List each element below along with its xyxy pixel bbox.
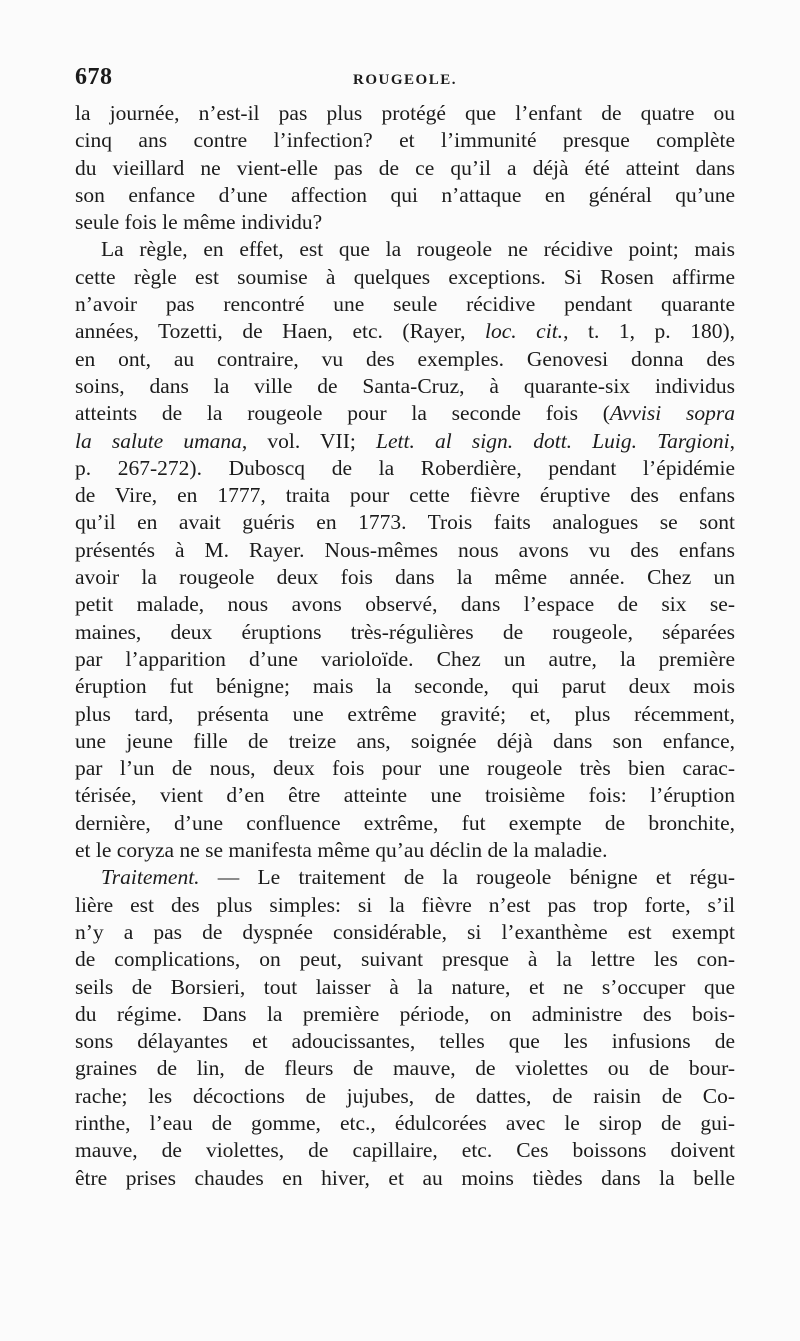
text-line: rinthe, l’eau de gomme, etc., édulcorées avec le sirop de gui- <box>75 1110 735 1135</box>
text-line: présentés à M. Rayer. Nous-mêmes nous avons vu des enfans <box>75 537 735 562</box>
text-segment: , vol. VII; <box>241 428 377 453</box>
text-line: cinq ans contre l’infection? et l’immunité presque complète <box>75 128 735 153</box>
text-line: être prises chaudes en hiver, et au moins tièdes dans la belle <box>75 1165 735 1190</box>
text-segment: , <box>729 428 735 453</box>
running-title: ROUGEOLE. <box>353 72 457 88</box>
text-line: mauve, de violettes, de capillaire, etc. Ces boissons doivent <box>75 1138 735 1163</box>
text-line: du vieillard ne vient-elle pas de ce qu’il a déjà été atteint dans <box>75 155 735 180</box>
text-line <box>75 864 735 891</box>
text-line: La règle, en effet, est que la rougeole ne récidive point; mais <box>101 237 735 262</box>
text-line: son enfance d’une affection qui n’attaque en général qu’une <box>75 182 735 207</box>
text-line <box>75 318 735 345</box>
text-line: cette règle est soumise à quelques exceptions. Si Rosen affirme <box>75 264 735 289</box>
body-text <box>75 100 735 1192</box>
text-segment: années, Tozetti, de Haen, etc. (Rayer, <box>75 319 485 344</box>
text-line: seils de Borsieri, tout laisser à la nature, et ne s’occuper que <box>75 974 735 999</box>
text-line <box>75 400 735 427</box>
text-line: de Vire, en 1777, traita pour cette fièvre éruptive des enfans <box>75 483 735 508</box>
text-line: éruption fut bénigne; mais la seconde, qui parut deux mois <box>75 674 735 699</box>
italic-text: loc. cit. <box>485 319 564 344</box>
text-line: la journée, n’est-il pas plus protégé que l’enfant de quatre ou <box>75 101 735 125</box>
page-number: 678 <box>75 64 113 90</box>
text-segment: atteints de la rougeole pour la seconde fois ( <box>75 401 610 426</box>
text-line: avoir la rougeole deux fois dans la même année. Chez un <box>75 565 735 590</box>
text-line: en ont, au contraire, vu des exemples. Genovesi donna des <box>75 346 735 371</box>
text-line: petit malade, nous avons observé, dans l’espace de six se- <box>75 592 735 617</box>
text-line: térisée, vient d’en être atteinte une troisième fois: l’éruption <box>75 783 735 808</box>
text-segment: , t. 1, p. 180), <box>563 319 735 344</box>
text-line: par l’apparition d’une varioloïde. Chez un autre, la première <box>75 646 735 671</box>
text-line: et le coryza ne se manifesta même qu’au déclin de la maladie. <box>75 838 608 863</box>
italic-text: Lett. al sign. dott. Luig. Targioni <box>376 428 730 453</box>
text-line: une jeune fille de treize ans, soignée déjà dans son enfance, <box>75 728 735 753</box>
text-line: rache; les décoctions de jujubes, de dattes, de raisin de Co- <box>75 1083 735 1108</box>
text-line: par l’un de nous, deux fois pour une rougeole très bien carac- <box>75 756 735 781</box>
text-line: n’avoir pas rencontré une seule récidive pendant quarante <box>75 292 735 317</box>
text-line: graines de lin, de fleurs de mauve, de violettes ou de bour- <box>75 1056 735 1081</box>
text-line <box>75 428 735 455</box>
text-line: n’y a pas de dyspnée considérable, si l’exanthème est exempt <box>75 919 735 944</box>
text-line: qu’il en avait guéris en 1773. Trois faits analogues se sont <box>75 510 735 535</box>
italic-text: Avvisi sopra <box>609 401 735 426</box>
text-line: du régime. Dans la première période, on administre des bois- <box>75 1001 735 1026</box>
italic-text: Traitement. <box>101 865 200 890</box>
page-header <box>75 64 735 98</box>
text-line: maines, deux éruptions très-régulières de rougeole, séparées <box>75 619 735 644</box>
text-line: de complications, on peut, suivant presque à la lettre les con- <box>75 947 735 972</box>
text-line: dernière, d’une confluence extrême, fut exempte de bronchite, <box>75 810 735 835</box>
italic-text: la salute umana <box>75 428 242 453</box>
text-segment: — Le traitement de la rougeole bénigne et régu- <box>199 865 735 890</box>
text-line: lière est des plus simples: si la fièvre n’est pas trop forte, s’il <box>75 892 735 917</box>
text-line: soins, dans la ville de Santa-Cruz, à quarante-six individus <box>75 373 735 398</box>
text-line: p. 267-272). Duboscq de la Roberdière, pendant l’épidémie <box>75 455 735 480</box>
text-line: seule fois le même individu? <box>75 210 323 235</box>
text-line: sons délayantes et adoucissantes, telles que les infusions de <box>75 1029 735 1054</box>
text-line: plus tard, présenta une extrême gravité; et, plus récemment, <box>75 701 735 726</box>
